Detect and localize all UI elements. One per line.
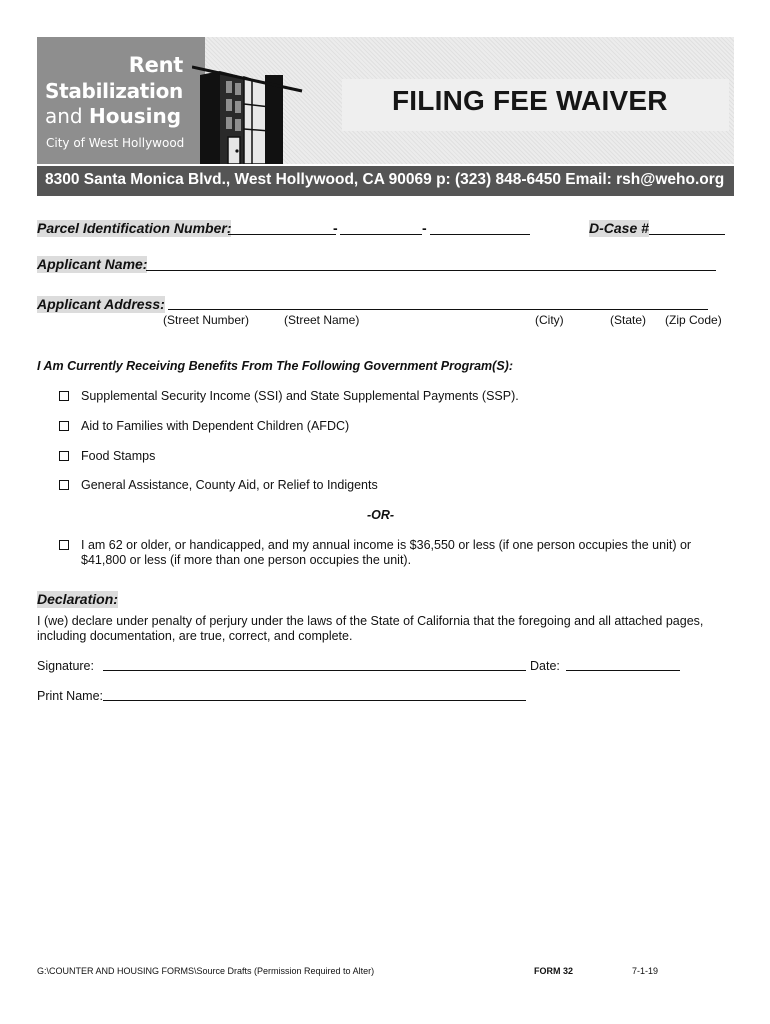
parcel-dash-2: - [422, 220, 427, 236]
title-panel [342, 79, 729, 131]
parcel-id-label: Parcel Identification Number: [37, 220, 232, 236]
programs-heading: I Am Currently Receiving Benefits From The Following Government Program(S): [37, 359, 513, 373]
footer-revision-date: 7-1-19 [632, 966, 659, 976]
signature-label: Signature: [37, 659, 94, 673]
date-field[interactable] [566, 670, 680, 671]
print-name-field[interactable] [103, 700, 526, 701]
option-food-stamps-label: Food Stamps [81, 449, 156, 463]
declaration-text-line-2: including documentation, are true, correct, and complete. [37, 629, 353, 643]
address-part-city: (City) [535, 313, 564, 327]
applicant-name-field[interactable] [146, 270, 716, 271]
address-part-zip: (Zip Code) [665, 313, 722, 327]
building-icon [192, 59, 332, 164]
option-afdc-label: Aid to Families with Dependent Children (AFDC) [81, 419, 350, 433]
address-part-street-number: (Street Number) [163, 313, 250, 327]
footer-form-number: FORM 32 [534, 966, 574, 976]
agency-logo [37, 37, 205, 164]
print-name-label: Print Name: [37, 689, 103, 703]
parcel-id-field-1[interactable] [228, 234, 336, 235]
form-title: FILING FEE WAIVER [392, 85, 668, 116]
address-part-street-name: (Street Name) [284, 313, 360, 327]
logo-word-housing: Housing [89, 104, 182, 128]
logo-word-and: and [45, 104, 83, 128]
option-ssi-label: Supplemental Security Income (SSI) and State Supplemental Payments (SSP). [81, 389, 519, 403]
d-case-label: D-Case # [589, 220, 649, 236]
date-label: Date: [530, 659, 560, 673]
checkbox-ssi[interactable] [59, 391, 69, 401]
declaration-heading: Declaration: [37, 591, 118, 607]
declaration-text-line-1: I (we) declare under penalty of perjury under the laws of the State of California that the foregoing and all attached pages, [37, 614, 704, 628]
logo-line-and-housing [45, 104, 181, 128]
d-case-field[interactable] [649, 234, 725, 235]
address-part-state: (State) [610, 313, 647, 327]
option-general-assistance-label: General Assistance, County Aid, or Relief to Indigents [81, 478, 378, 492]
checkbox-general-assistance[interactable] [59, 480, 69, 490]
signature-field[interactable] [103, 670, 526, 671]
parcel-id-field-3[interactable] [430, 234, 530, 235]
footer-file-path: G:\COUNTER AND HOUSING FORMS\Source Drafts (Permission Required to Alter) [37, 966, 375, 976]
applicant-name-label: Applicant Name: [37, 256, 148, 272]
contact-address-bar: 8300 Santa Monica Blvd., West Hollywood, CA 90069 p: (323) 848-6450 Email: rsh@weho.org [37, 166, 734, 196]
logo-line-stabilization: Stabilization [45, 79, 183, 103]
parcel-dash-1: - [333, 220, 338, 236]
option-age-income-line-2: $41,800 or less (if more than one person occupies the unit). [81, 553, 412, 567]
form-header [37, 37, 734, 164]
checkbox-food-stamps[interactable] [59, 451, 69, 461]
or-separator: -OR- [367, 508, 395, 522]
option-age-income-line-1: I am 62 or older, or handicapped, and my annual income is $36,550 or less (if one person occupies the unit) or [81, 538, 692, 552]
parcel-id-field-2[interactable] [340, 234, 422, 235]
checkbox-age-income[interactable] [59, 540, 69, 550]
applicant-address-field[interactable] [168, 309, 708, 310]
logo-line-rent: Rent [128, 53, 183, 77]
checkbox-afdc[interactable] [59, 421, 69, 431]
applicant-address-label: Applicant Address: [37, 296, 165, 312]
logo-line-city: City of West Hollywood [46, 136, 185, 150]
